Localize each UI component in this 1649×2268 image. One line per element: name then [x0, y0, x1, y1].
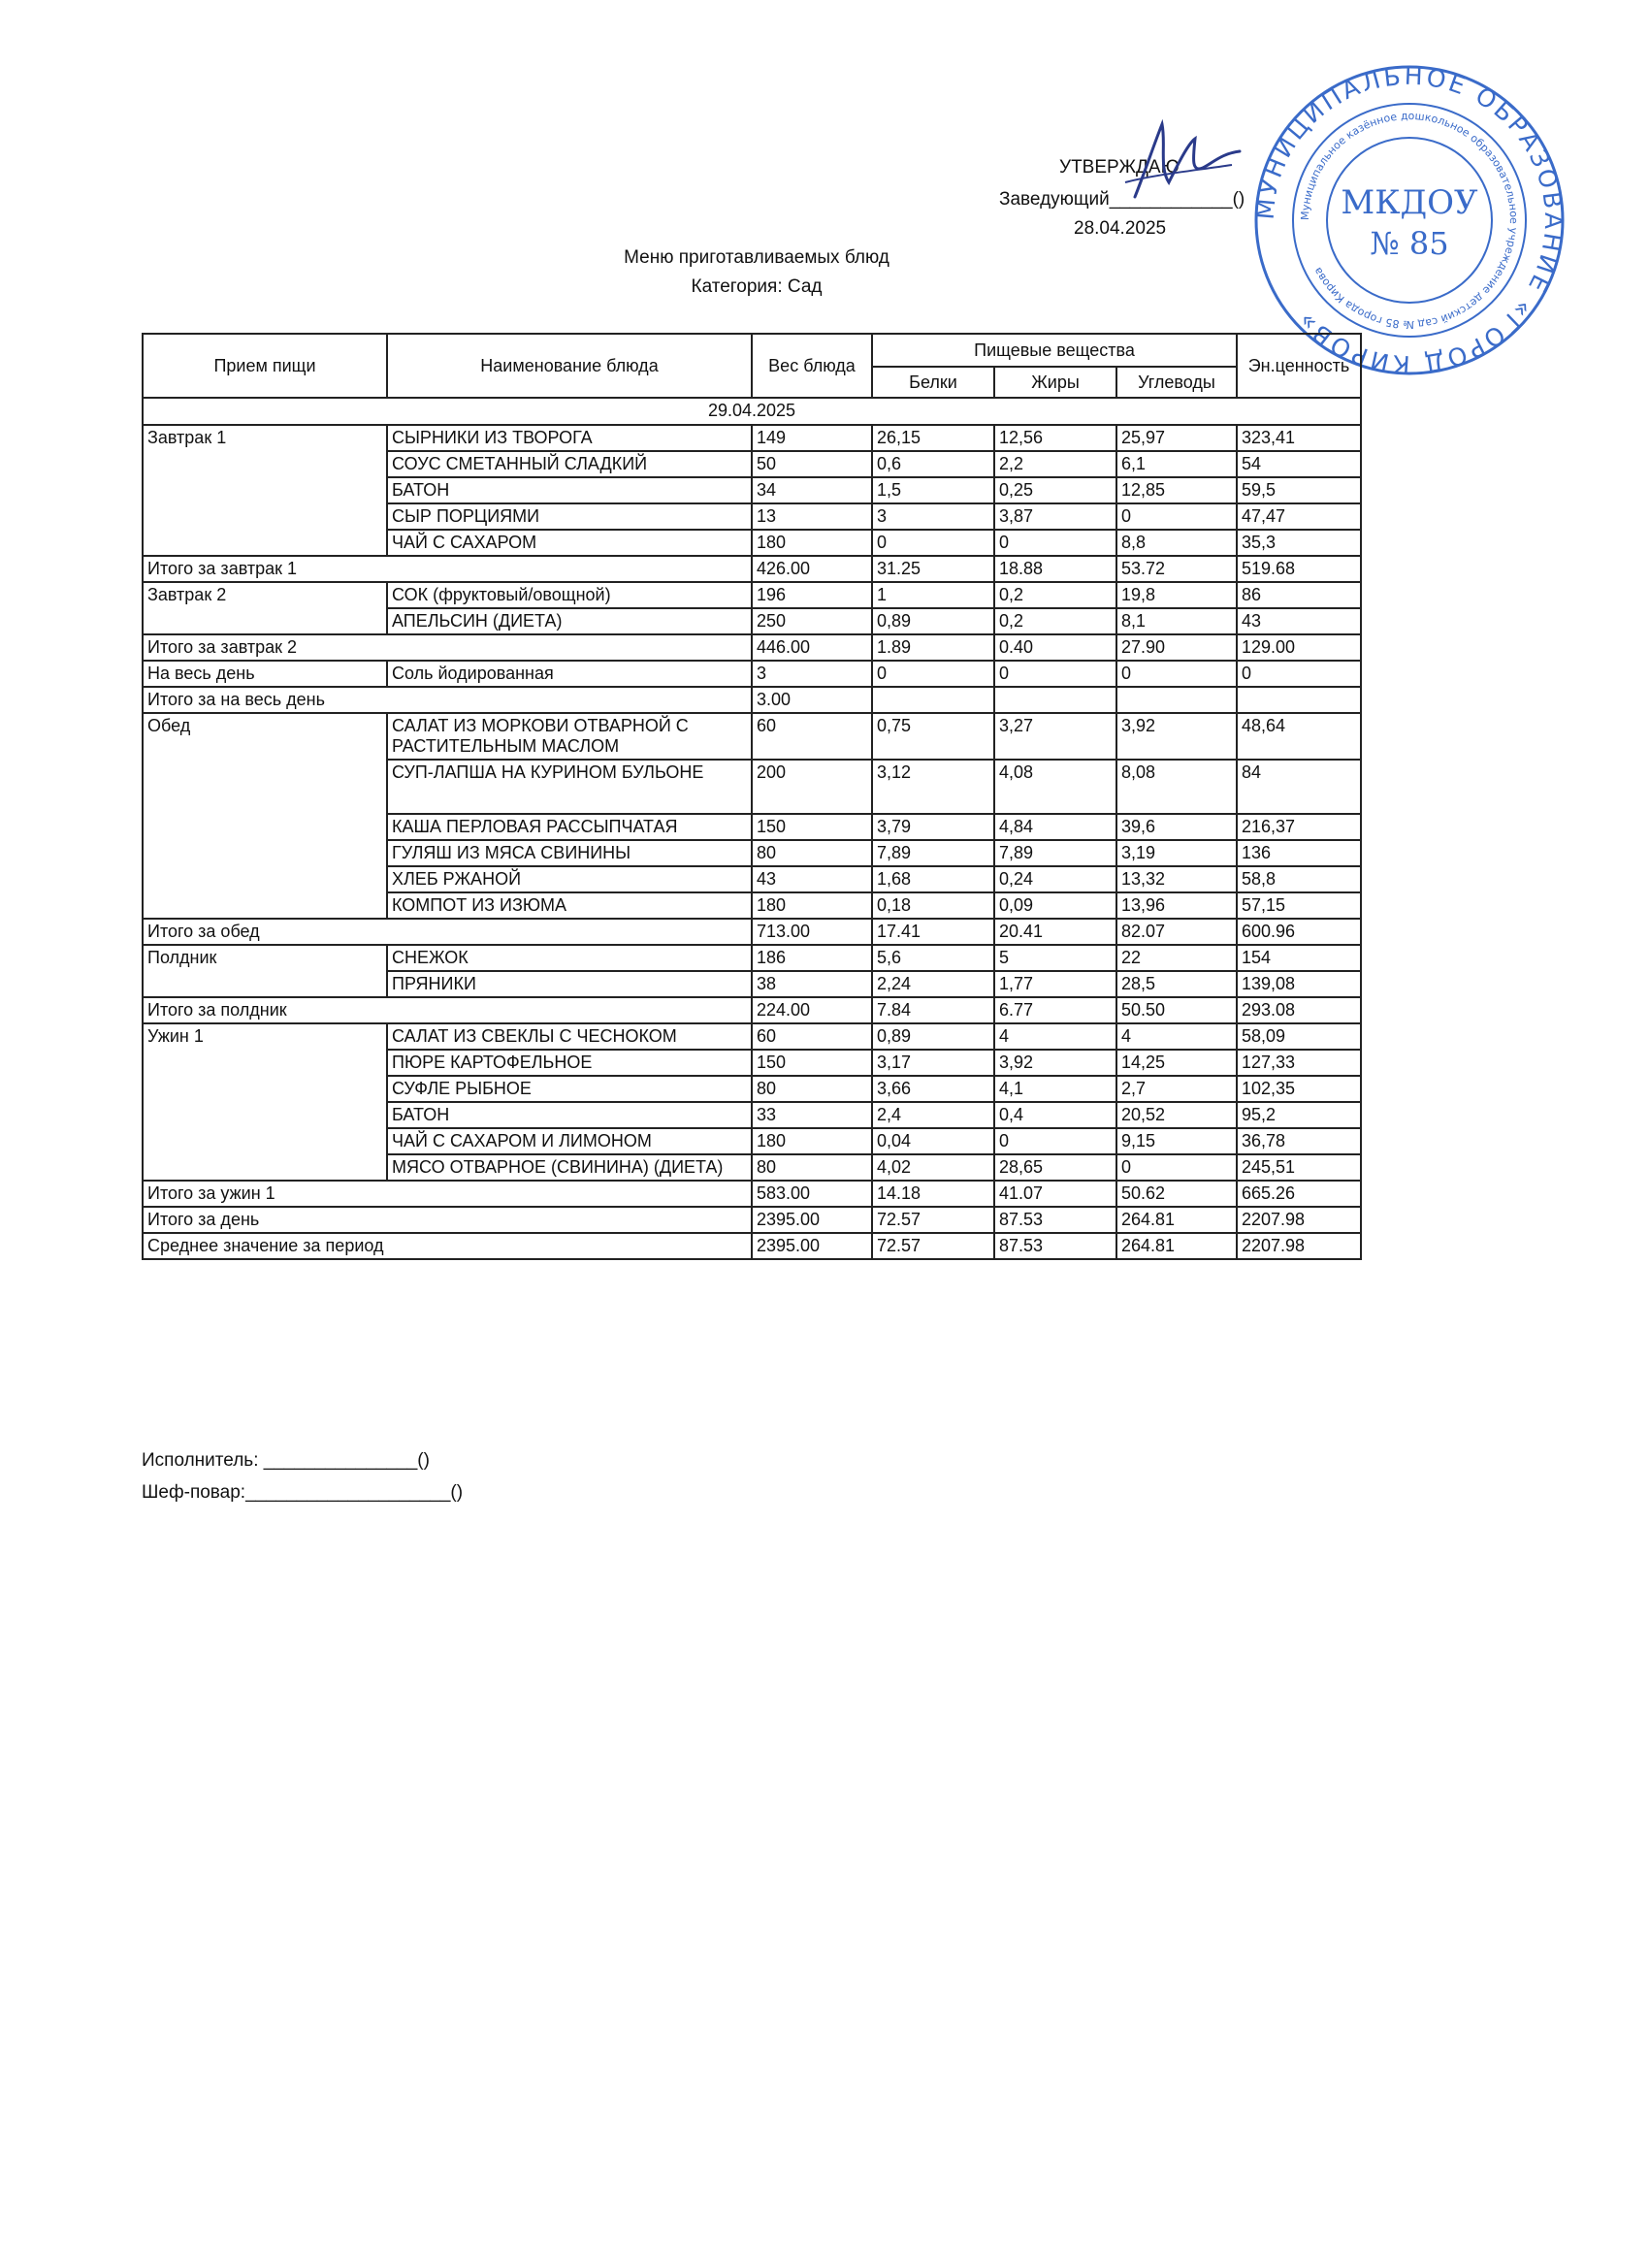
dish-weight: 34: [752, 477, 872, 503]
dish-weight: 80: [752, 840, 872, 866]
dish-weight: 180: [752, 1128, 872, 1154]
dish-proteins: 3: [872, 503, 994, 530]
dish-carbs: 28,5: [1116, 971, 1237, 997]
total-energy: 293.08: [1237, 997, 1361, 1023]
dish-carbs: 22: [1116, 945, 1237, 971]
dish-proteins: 0,6: [872, 451, 994, 477]
dish-carbs: 0: [1116, 503, 1237, 530]
dish-fats: 3,92: [994, 1050, 1116, 1076]
total-weight: 224.00: [752, 997, 872, 1023]
dish-fats: 3,87: [994, 503, 1116, 530]
dish-name: ХЛЕБ РЖАНОЙ: [387, 866, 752, 892]
total-row: [143, 997, 1361, 1023]
total-energy: [1237, 687, 1361, 713]
stamp-center-line2: № 85: [1370, 225, 1449, 262]
dish-weight: 149: [752, 425, 872, 451]
total-weight: 583.00: [752, 1181, 872, 1207]
dish-energy: 59,5: [1237, 477, 1361, 503]
dish-carbs: 8,1: [1116, 608, 1237, 634]
total-row: [143, 919, 1361, 945]
header-carbs: Углеводы: [1116, 367, 1237, 398]
table-row: [143, 1023, 1361, 1050]
dish-name: ЧАЙ С САХАРОМ: [387, 530, 752, 556]
total-proteins: 7.84: [872, 997, 994, 1023]
dish-carbs: 0: [1116, 661, 1237, 687]
dish-proteins: 1,68: [872, 866, 994, 892]
total-fats: [994, 687, 1116, 713]
dish-name: САЛАТ ИЗ СВЕКЛЫ С ЧЕСНОКОМ: [387, 1023, 752, 1050]
meal-label-breakfast2: Завтрак 2: [143, 582, 387, 634]
document-category: Категория: Сад: [691, 276, 823, 297]
total-label: Итого за день: [143, 1207, 752, 1233]
dish-energy: 58,09: [1237, 1023, 1361, 1050]
dish-proteins: 1: [872, 582, 994, 608]
dish-weight: 250: [752, 608, 872, 634]
dish-fats: 3,27: [994, 713, 1116, 760]
total-carbs: 50.50: [1116, 997, 1237, 1023]
total-label: Итого за обед: [143, 919, 752, 945]
dish-proteins: 7,89: [872, 840, 994, 866]
total-weight: 2395.00: [752, 1207, 872, 1233]
dish-proteins: 2,4: [872, 1102, 994, 1128]
dish-name: АПЕЛЬСИН (ДИЕТА): [387, 608, 752, 634]
total-label: Итого за полдник: [143, 997, 752, 1023]
dish-fats: 2,2: [994, 451, 1116, 477]
dish-proteins: 0,75: [872, 713, 994, 760]
dish-carbs: 25,97: [1116, 425, 1237, 451]
total-row: [143, 1181, 1361, 1207]
total-weight: 426.00: [752, 556, 872, 582]
table-row: [143, 713, 1361, 760]
dish-name: СУП-ЛАПША НА КУРИНОМ БУЛЬОНЕ: [387, 760, 752, 814]
dish-weight: 196: [752, 582, 872, 608]
total-fats: 20.41: [994, 919, 1116, 945]
total-proteins: 72.57: [872, 1233, 994, 1259]
dish-weight: 150: [752, 1050, 872, 1076]
dish-fats: 0,24: [994, 866, 1116, 892]
dish-proteins: 3,12: [872, 760, 994, 814]
dish-name: СОУС СМЕТАННЫЙ СЛАДКИЙ: [387, 451, 752, 477]
dish-weight: 3: [752, 661, 872, 687]
dish-proteins: 0: [872, 530, 994, 556]
total-proteins: 1.89: [872, 634, 994, 661]
total-energy: 665.26: [1237, 1181, 1361, 1207]
total-label: Среднее значение за период: [143, 1233, 752, 1259]
total-energy: 129.00: [1237, 634, 1361, 661]
dish-energy: 0: [1237, 661, 1361, 687]
meal-label-breakfast1: Завтрак 1: [143, 425, 387, 556]
dish-proteins: 0: [872, 661, 994, 687]
dish-fats: 0,4: [994, 1102, 1116, 1128]
total-label: Итого за на весь день: [143, 687, 752, 713]
header-energy: Эн.ценность: [1237, 334, 1361, 398]
total-label: Итого за завтрак 2: [143, 634, 752, 661]
day-date: 29.04.2025: [143, 398, 1361, 425]
total-proteins: 14.18: [872, 1181, 994, 1207]
dish-carbs: 3,19: [1116, 840, 1237, 866]
dish-energy: 154: [1237, 945, 1361, 971]
dish-carbs: 0: [1116, 1154, 1237, 1181]
total-carbs: 82.07: [1116, 919, 1237, 945]
table-row: [143, 425, 1361, 451]
total-carbs: 27.90: [1116, 634, 1237, 661]
dish-weight: 38: [752, 971, 872, 997]
total-fats: 87.53: [994, 1233, 1116, 1259]
total-proteins: [872, 687, 994, 713]
signature-icon: [1116, 114, 1246, 207]
approval-date: 28.04.2025: [1074, 218, 1167, 239]
footer-chef: Шеф-повар:____________________(): [142, 1482, 464, 1503]
dish-name: СНЕЖОК: [387, 945, 752, 971]
dish-carbs: 9,15: [1116, 1128, 1237, 1154]
dish-fats: 0,25: [994, 477, 1116, 503]
total-energy: 2207.98: [1237, 1233, 1361, 1259]
table-row: [143, 582, 1361, 608]
dish-energy: 84: [1237, 760, 1361, 814]
dish-weight: 13: [752, 503, 872, 530]
dish-proteins: 3,17: [872, 1050, 994, 1076]
dish-energy: 95,2: [1237, 1102, 1361, 1128]
dish-carbs: 13,96: [1116, 892, 1237, 919]
dish-carbs: 4: [1116, 1023, 1237, 1050]
dish-name: СЫРНИКИ ИЗ ТВОРОГА: [387, 425, 752, 451]
meal-label-lunch: Обед: [143, 713, 387, 919]
document-title: Меню приготавливаемых блюд: [624, 247, 889, 268]
dish-proteins: 1,5: [872, 477, 994, 503]
table-row: [143, 945, 1361, 971]
dish-weight: 186: [752, 945, 872, 971]
header-weight: Вес блюда: [752, 334, 872, 398]
dish-fats: 4,08: [994, 760, 1116, 814]
dish-energy: 127,33: [1237, 1050, 1361, 1076]
stamp-inner-text: Муниципальное казённое дошкольное образовательное учреждение детский сад № 85 города Кирова: [1298, 109, 1521, 332]
dish-weight: 180: [752, 530, 872, 556]
total-proteins: 31.25: [872, 556, 994, 582]
header-fats: Жиры: [994, 367, 1116, 398]
total-row: [143, 687, 1361, 713]
header-dish: Наименование блюда: [387, 334, 752, 398]
dish-proteins: 4,02: [872, 1154, 994, 1181]
dish-fats: 4: [994, 1023, 1116, 1050]
dish-fats: 4,1: [994, 1076, 1116, 1102]
dish-energy: 54: [1237, 451, 1361, 477]
dish-carbs: 6,1: [1116, 451, 1237, 477]
dish-weight: 200: [752, 760, 872, 814]
dish-name: ПЮРЕ КАРТОФЕЛЬНОЕ: [387, 1050, 752, 1076]
dish-fats: 0,2: [994, 608, 1116, 634]
total-row: [143, 634, 1361, 661]
dish-name: ГУЛЯШ ИЗ МЯСА СВИНИНЫ: [387, 840, 752, 866]
dish-name: СЫР ПОРЦИЯМИ: [387, 503, 752, 530]
total-weight: 446.00: [752, 634, 872, 661]
dish-energy: 102,35: [1237, 1076, 1361, 1102]
meal-label-allday: На весь день: [143, 661, 387, 687]
dish-proteins: 3,79: [872, 814, 994, 840]
dish-name: СУФЛЕ РЫБНОЕ: [387, 1076, 752, 1102]
dish-carbs: 8,08: [1116, 760, 1237, 814]
dish-fats: 0: [994, 1128, 1116, 1154]
total-proteins: 72.57: [872, 1207, 994, 1233]
dish-energy: 245,51: [1237, 1154, 1361, 1181]
dish-carbs: 2,7: [1116, 1076, 1237, 1102]
dish-fats: 1,77: [994, 971, 1116, 997]
dish-carbs: 12,85: [1116, 477, 1237, 503]
dish-energy: 48,64: [1237, 713, 1361, 760]
stamp-ring-text: МУНИЦИПАЛЬНОЕ ОБРАЗОВАНИЕ «ГОРОД КИРОВ»: [1250, 61, 1568, 379]
dish-energy: 57,15: [1237, 892, 1361, 919]
dish-fats: 0: [994, 661, 1116, 687]
dish-name: Соль йодированная: [387, 661, 752, 687]
dish-name: ЧАЙ С САХАРОМ И ЛИМОНОМ: [387, 1128, 752, 1154]
dish-fats: 0,2: [994, 582, 1116, 608]
total-label: Итого за ужин 1: [143, 1181, 752, 1207]
dish-proteins: 0,18: [872, 892, 994, 919]
total-fats: 0.40: [994, 634, 1116, 661]
dish-fats: 12,56: [994, 425, 1116, 451]
dish-fats: 0: [994, 530, 1116, 556]
dish-weight: 180: [752, 892, 872, 919]
dish-name: БАТОН: [387, 1102, 752, 1128]
dish-weight: 60: [752, 713, 872, 760]
dish-weight: 80: [752, 1154, 872, 1181]
dish-weight: 33: [752, 1102, 872, 1128]
total-weight: 3.00: [752, 687, 872, 713]
dish-energy: 58,8: [1237, 866, 1361, 892]
total-weight: 2395.00: [752, 1233, 872, 1259]
dish-weight: 60: [752, 1023, 872, 1050]
dish-proteins: 26,15: [872, 425, 994, 451]
total-proteins: 17.41: [872, 919, 994, 945]
dish-carbs: 14,25: [1116, 1050, 1237, 1076]
total-weight: 713.00: [752, 919, 872, 945]
dish-name: КАША ПЕРЛОВАЯ РАССЫПЧАТАЯ: [387, 814, 752, 840]
header-nutrients: Пищевые вещества: [872, 334, 1237, 367]
total-label: Итого за завтрак 1: [143, 556, 752, 582]
table-row: [143, 661, 1361, 687]
dish-energy: 86: [1237, 582, 1361, 608]
dish-proteins: 0,04: [872, 1128, 994, 1154]
footer-executor: Исполнитель: _______________(): [142, 1450, 430, 1471]
total-carbs: 264.81: [1116, 1233, 1237, 1259]
dish-proteins: 0,89: [872, 1023, 994, 1050]
total-energy: 519.68: [1237, 556, 1361, 582]
dish-energy: 323,41: [1237, 425, 1361, 451]
dish-proteins: 0,89: [872, 608, 994, 634]
total-carbs: 264.81: [1116, 1207, 1237, 1233]
dish-energy: 36,78: [1237, 1128, 1361, 1154]
dish-carbs: 3,92: [1116, 713, 1237, 760]
dish-weight: 43: [752, 866, 872, 892]
dish-name: САЛАТ ИЗ МОРКОВИ ОТВАРНОЙ С РАСТИТЕЛЬНЫМ МАСЛОМ: [387, 713, 752, 760]
dish-name: БАТОН: [387, 477, 752, 503]
dish-name: СОК (фруктовый/овощной): [387, 582, 752, 608]
dish-carbs: 13,32: [1116, 866, 1237, 892]
total-fats: 18.88: [994, 556, 1116, 582]
total-fats: 87.53: [994, 1207, 1116, 1233]
dish-weight: 150: [752, 814, 872, 840]
dish-carbs: 19,8: [1116, 582, 1237, 608]
dish-proteins: 5,6: [872, 945, 994, 971]
dish-fats: 0,09: [994, 892, 1116, 919]
dish-weight: 80: [752, 1076, 872, 1102]
total-row: [143, 556, 1361, 582]
header-meal: Прием пищи: [143, 334, 387, 398]
dish-energy: 216,37: [1237, 814, 1361, 840]
dish-weight: 50: [752, 451, 872, 477]
total-energy: 2207.98: [1237, 1207, 1361, 1233]
total-carbs: [1116, 687, 1237, 713]
approval-title: УТВЕРЖДАЮ: [1059, 157, 1180, 178]
total-energy: 600.96: [1237, 919, 1361, 945]
dish-energy: 47,47: [1237, 503, 1361, 530]
dish-energy: 136: [1237, 840, 1361, 866]
dish-fats: 4,84: [994, 814, 1116, 840]
total-fats: 6.77: [994, 997, 1116, 1023]
dish-carbs: 8,8: [1116, 530, 1237, 556]
menu-table: [142, 333, 1362, 1260]
dish-fats: 28,65: [994, 1154, 1116, 1181]
approval-head-signature-line: Заведующий____________(): [999, 189, 1245, 210]
total-carbs: 53.72: [1116, 556, 1237, 582]
dish-energy: 43: [1237, 608, 1361, 634]
dish-name: ПРЯНИКИ: [387, 971, 752, 997]
dish-proteins: 2,24: [872, 971, 994, 997]
day-total-row: [143, 1207, 1361, 1233]
stamp-center-line1: МКДОУ: [1341, 183, 1478, 222]
dish-carbs: 20,52: [1116, 1102, 1237, 1128]
dish-carbs: 39,6: [1116, 814, 1237, 840]
meal-label-snack: Полдник: [143, 945, 387, 997]
dish-fats: 5: [994, 945, 1116, 971]
dish-energy: 35,3: [1237, 530, 1361, 556]
dish-energy: 139,08: [1237, 971, 1361, 997]
dish-name: МЯСО ОТВАРНОЕ (СВИНИНА) (ДИЕТА): [387, 1154, 752, 1181]
period-average-row: [143, 1233, 1361, 1259]
total-carbs: 50.62: [1116, 1181, 1237, 1207]
dish-proteins: 3,66: [872, 1076, 994, 1102]
dish-fats: 7,89: [994, 840, 1116, 866]
meal-label-dinner1: Ужин 1: [143, 1023, 387, 1181]
header-proteins: Белки: [872, 367, 994, 398]
dish-name: КОМПОТ ИЗ ИЗЮМА: [387, 892, 752, 919]
total-fats: 41.07: [994, 1181, 1116, 1207]
